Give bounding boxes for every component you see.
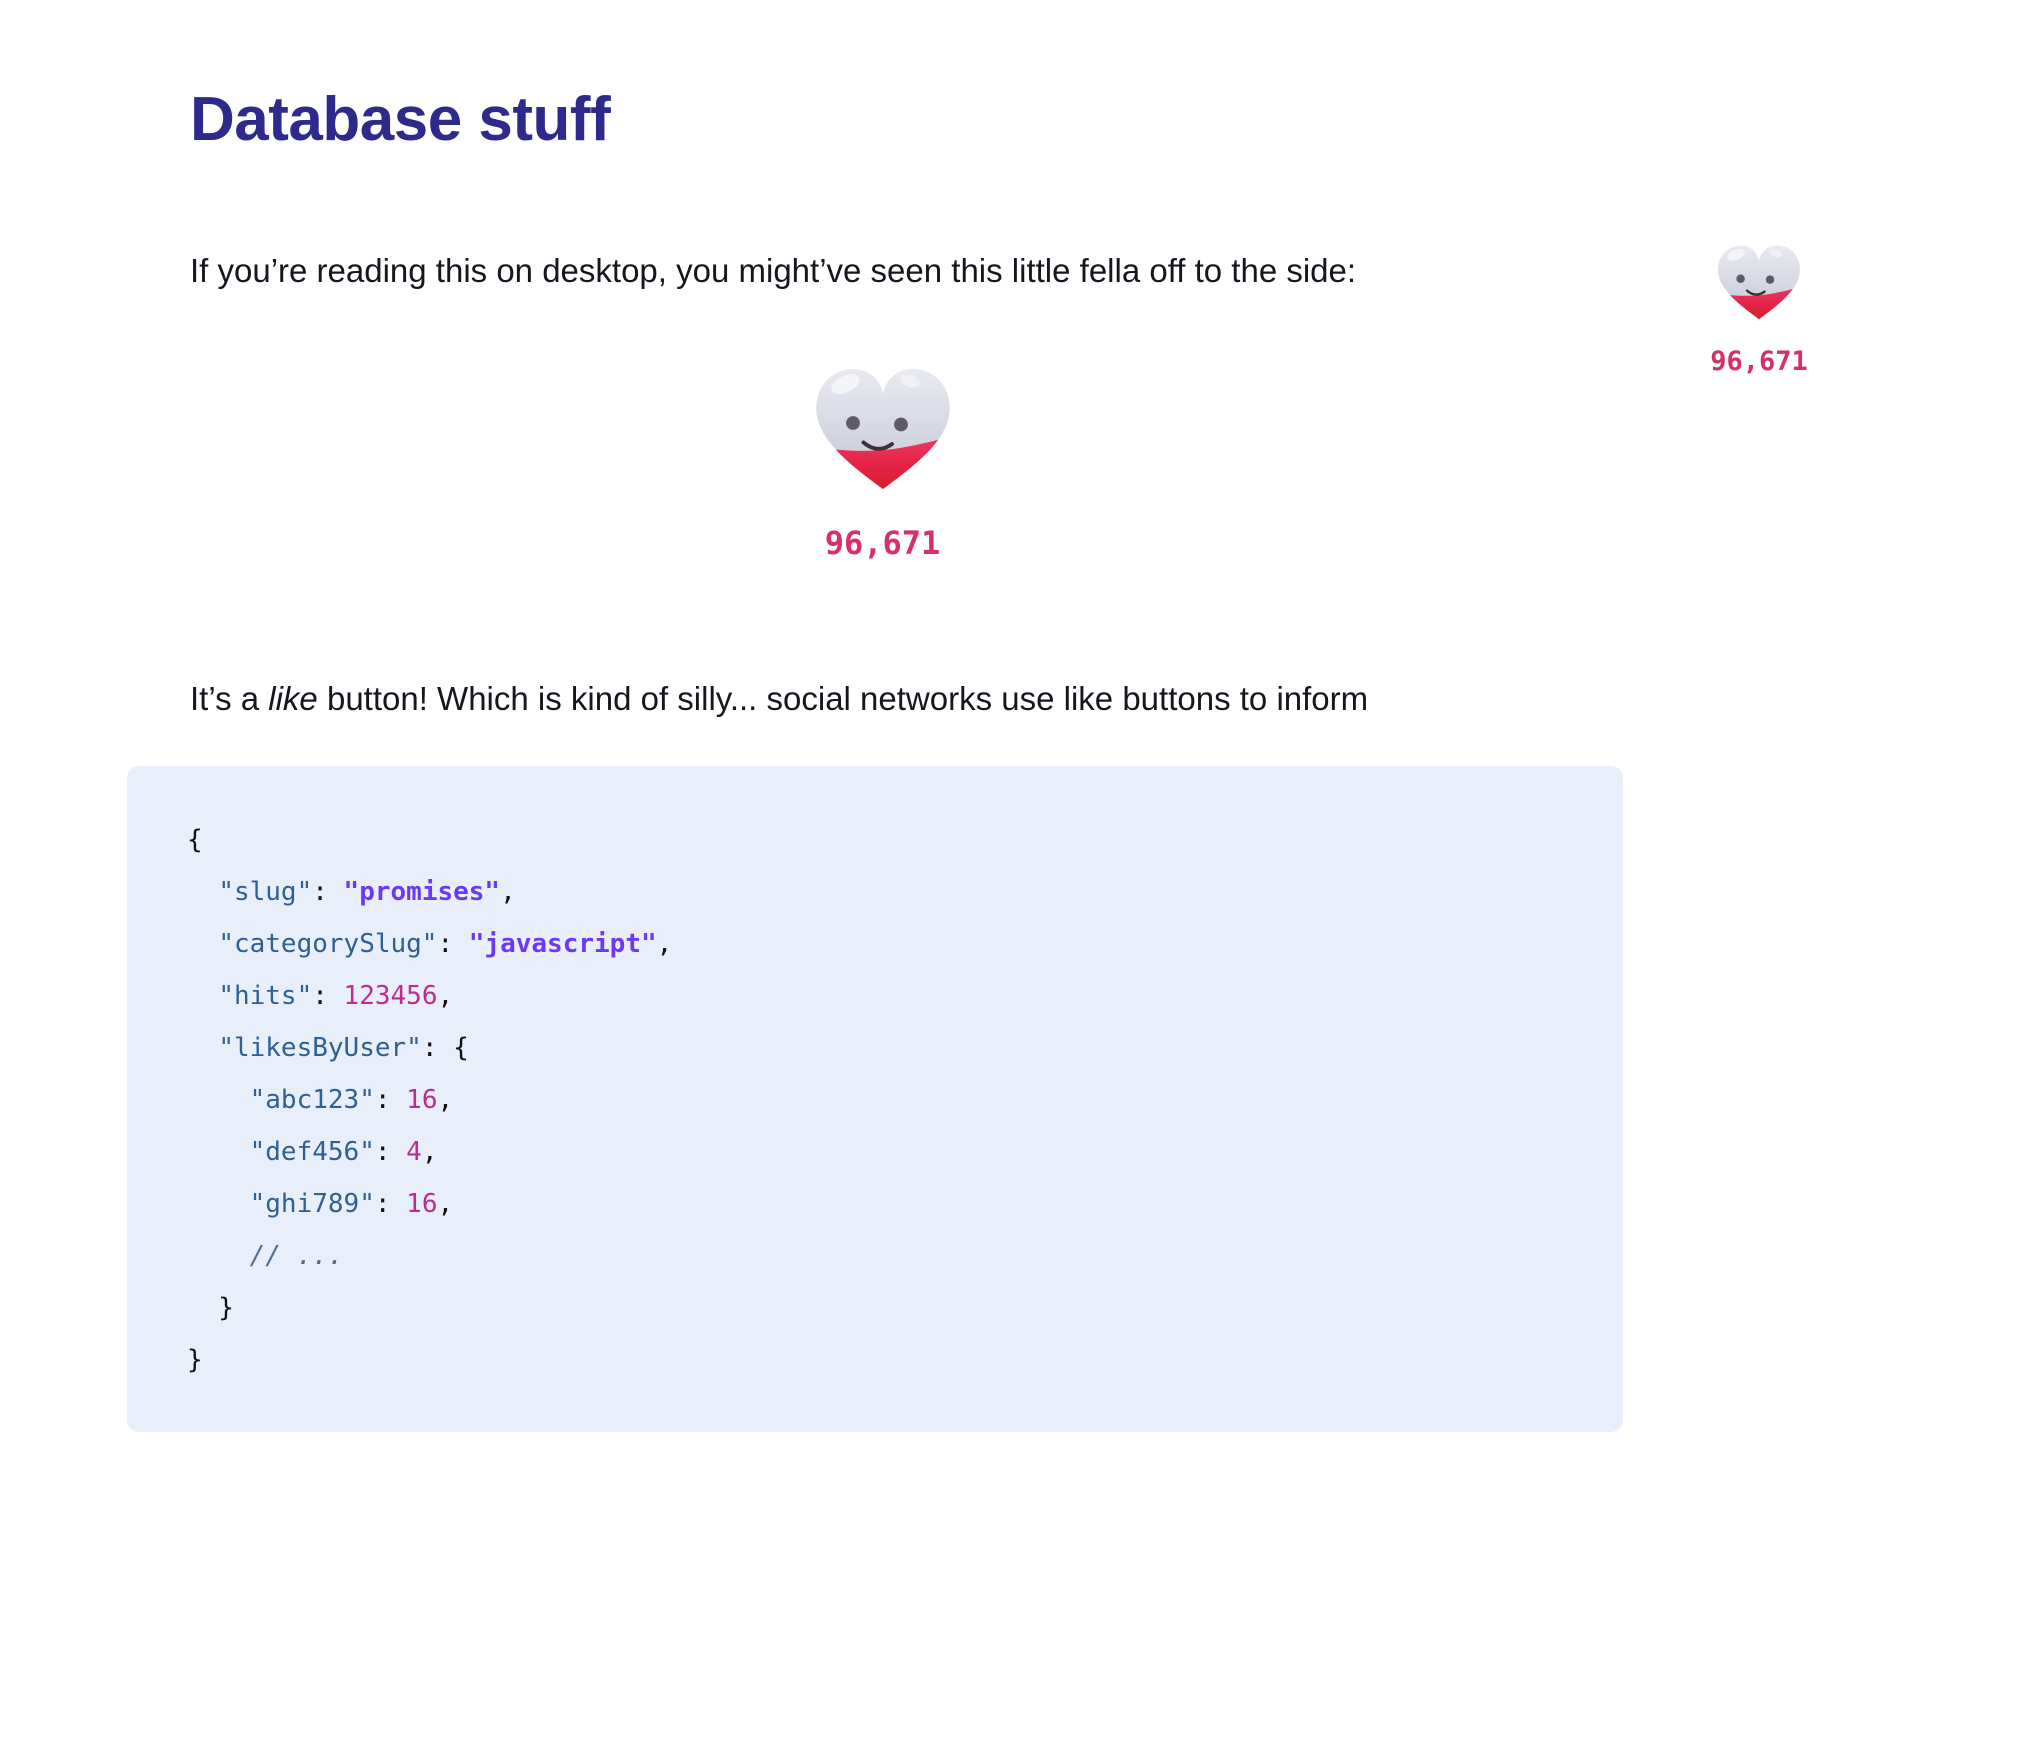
heart-icon	[1713, 240, 1805, 323]
like-count: 96,671	[824, 524, 941, 562]
paragraph-explain: It’s a like button! Which is kind of silly... social networks use like buttons to inform	[190, 680, 1369, 717]
paragraph-intro: If you’re reading this on desktop, you might’ve seen this little fella off to the side:	[190, 252, 1357, 289]
like-count: 96,671	[1710, 346, 1808, 377]
heart-icon	[808, 360, 958, 495]
article-section	[187, 0, 1535, 1432]
like-button[interactable]	[808, 360, 958, 561]
page-title: Database stuff	[190, 85, 611, 154]
code-block: { "slug": "promises", "categorySlug": "javascript", "hits": 123456, "likesByUser": { "abc123": 16, "def456": 4, "ghi789": 16, // ... } }	[127, 766, 1623, 1432]
side-like-button[interactable]	[1698, 240, 1820, 377]
